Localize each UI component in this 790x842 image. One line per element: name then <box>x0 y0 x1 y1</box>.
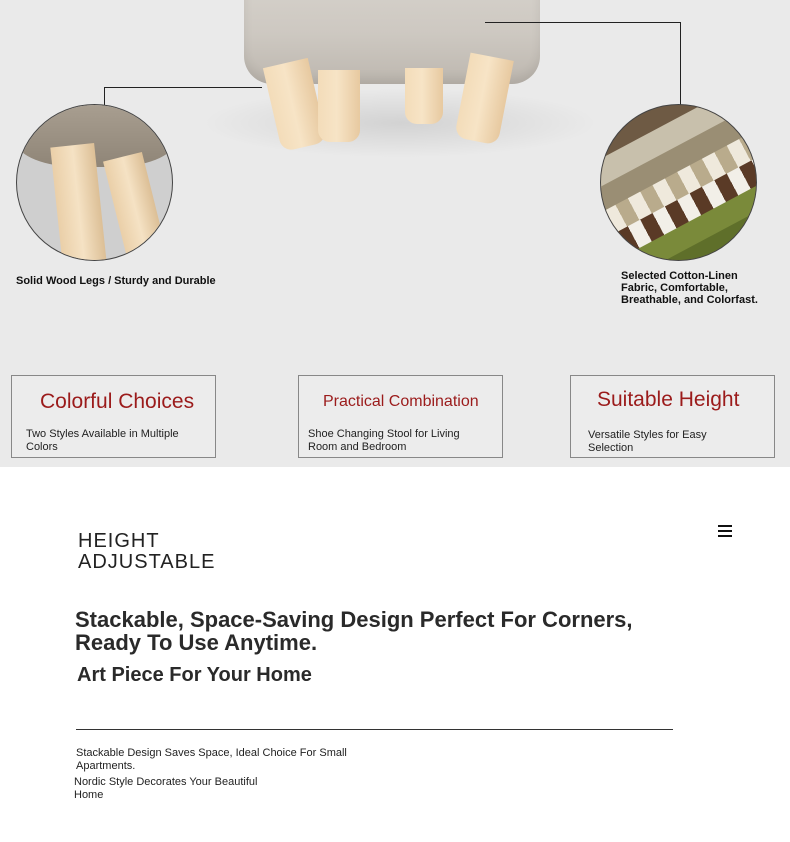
stool-shadow <box>200 88 600 158</box>
feature-card-practical-combination <box>298 375 503 458</box>
hamburger-menu-icon[interactable] <box>717 523 733 539</box>
feature-subtitle: Two Styles Available in Multiple Colors <box>26 428 179 453</box>
callout-line <box>104 87 262 88</box>
callout-line <box>104 87 105 105</box>
feature-subtitle: Versatile Styles for Easy Selection <box>588 429 707 454</box>
wood-legs-detail-image <box>16 104 173 261</box>
stool-leg <box>405 68 443 124</box>
feature-title: Colorful Choices <box>40 390 195 413</box>
fabric-detail-image <box>600 104 757 261</box>
feature-title: Suitable Height <box>597 388 740 411</box>
section-heading: Stackable, Space-Saving Design Perfect For Corners, Ready To Use Anytime. <box>75 607 633 655</box>
callout-line <box>680 22 681 105</box>
feature-note: Nordic Style Decorates Your Beautiful Home <box>74 776 258 801</box>
feature-card-colorful-choices <box>11 375 216 458</box>
feature-card-suitable-height <box>570 375 775 458</box>
section-title: HEIGHT ADJUSTABLE <box>78 530 216 573</box>
feature-title: Practical Combination <box>323 393 479 410</box>
stool-leg <box>318 70 360 142</box>
callout-line <box>485 22 681 23</box>
section-subheading: Art Piece For Your Home <box>77 664 312 686</box>
feature-note: Stackable Design Saves Space, Ideal Choice For Small Apartments. <box>76 747 347 772</box>
divider <box>76 729 673 730</box>
feature-subtitle: Shoe Changing Stool for Living Room and Bedroom <box>308 428 460 453</box>
fabric-caption: Selected Cotton-Linen Fabric, Comfortable, Breathable, and Colorfast. <box>621 270 758 306</box>
wood-legs-caption: Solid Wood Legs / Sturdy and Durable <box>16 275 216 287</box>
